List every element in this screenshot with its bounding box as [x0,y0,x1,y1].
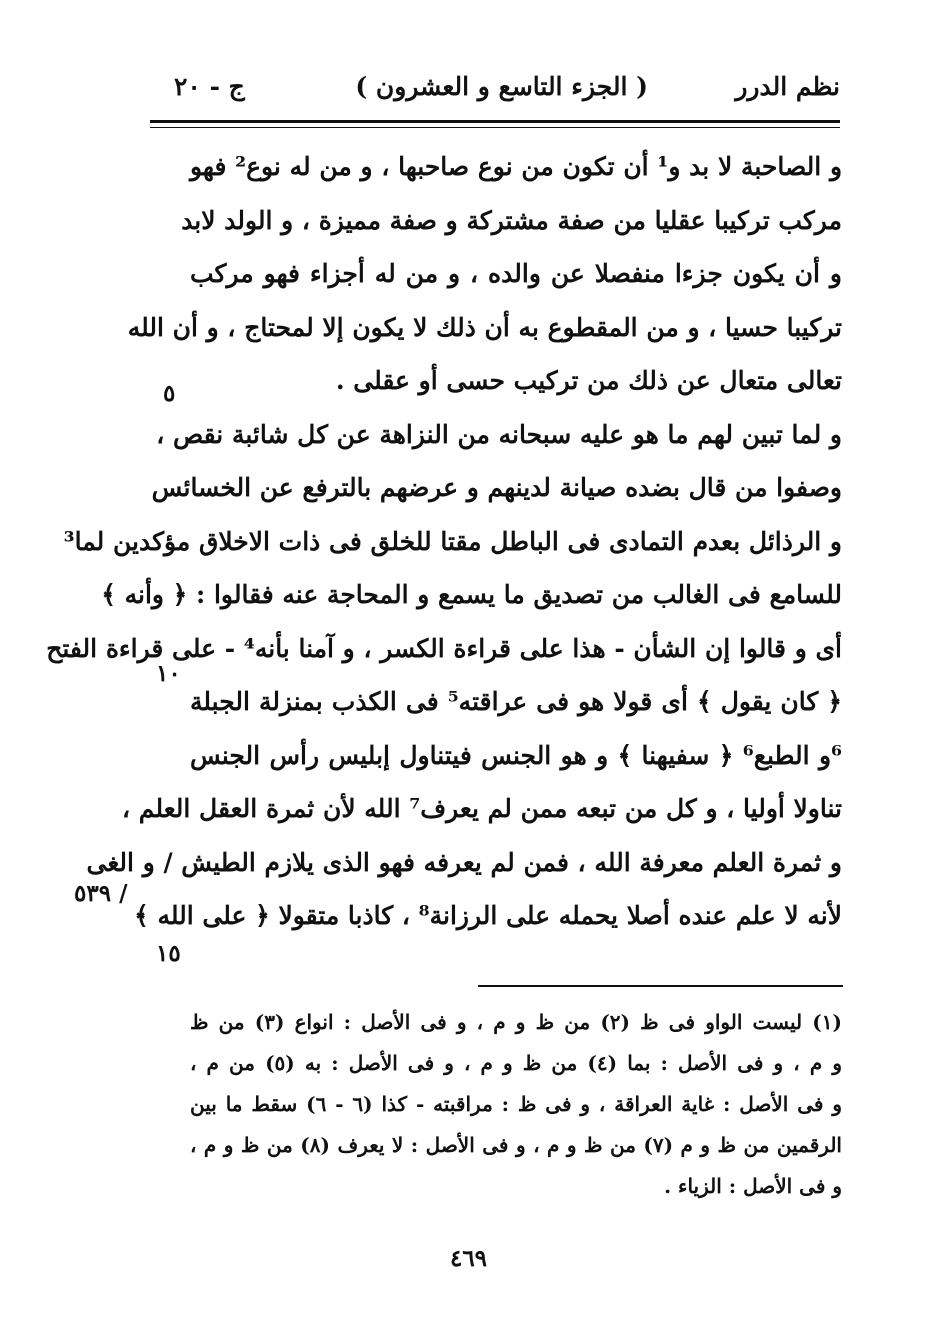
line-number-5: ٥ [163,380,176,407]
text-line: مركب تركيبا عقليا من صفة مشتركة و صفة مميزة ، و الولد لابد [181,205,842,235]
text-line: للسامع فى الغالب من تصديق ما يسمع و المحاجة عنه فقالوا : ﴿ وأنه ﴾ [101,580,842,609]
text-line: و لما تبين لهم ما هو عليه سبحانه من النزاهة عن كل شائبة نقص ، [156,419,842,449]
header-rule-thin [150,127,840,128]
text-line: و الرذائل بعدم التمادى فى الباطل مقتا للخلق فى ذات الاخلاق مؤكدين لما³ [63,526,842,556]
footnote-line: (١) ليست الواو فى ظ (٢) من ظ و م ، و فى الأصل : انواع (٣) من ظ [190,1010,842,1034]
part-title: ( الجزء التاسع و العشرون ) [355,72,648,101]
text-line: ﴿ كان يقول ﴾ أى قولا هو فى عراقته⁵ فى الكذب بمنزلة الجبلة [190,687,842,716]
text-line: و الصاحبة لا بد و¹ أن تكون من نوع صاحبها ، و من له نوع² فهو [190,152,843,181]
book-title: نظم الدرر [735,72,840,101]
text-line: تركيبا حسيا ، و من المقطوع به أن ذلك لا يكون إلا لمحتاج ، و أن الله [127,312,842,342]
footnote-line: و فى الأصل : غاية العراقة ، و فى ظ : مراقبته - كذا (٦ - ٦) سقط ما بين [190,1092,843,1116]
manuscript-page-ref: / ٥٣٩ [74,880,128,907]
page-number: ٤٦٩ [449,1245,488,1272]
text-line: أى و قالوا إن الشأن - هذا على قراءة الكسر ، و آمنا بأنه⁴ - على قراءة الفتح [46,633,842,663]
text-line: تعالى متعال عن ذلك من تركيب حسى أو عقلى . [335,366,842,395]
text-line: تناولا أوليا ، و كل من تبعه ممن لم يعرف⁷ الله لأن ثمرة العقل العلم ، [122,794,842,823]
footnote-line: و م ، و فى الأصل : بما (٤) من ظ و م ، و فى الأصل : به (٥) من م ، [190,1051,842,1075]
text-line: وصفوا من قال بضده صيانة لدينهم و عرضهم بالترفع عن الخسائس [151,473,842,502]
footnote-divider [478,985,843,987]
volume-number: ج - ٢٠ [174,72,245,101]
text-line: و أن يكون جزءا منفصلا عن والده ، و من له أجزاء فهو مركب [190,259,842,288]
text-line: و ثمرة العلم معرفة الله ، فمن لم يعرفه فهو الذى يلازم الطيش / و الغى [86,847,842,877]
header-rule [150,120,840,123]
text-line: لأنه لا علم عنده أصلا يحمله على الرزانة⁸ ، كاذبا متقولا ﴿ على الله ﴾ [134,901,842,930]
footnote-line: و فى الأصل : الزياء . [664,1174,842,1198]
footnote-line: الرقمين من ظ و م (٧) من ظ و م ، و فى الأصل : لا يعرف (٨) من ظ و م ، [190,1133,842,1157]
footnotes [190,1002,842,1207]
text-line: ⁶و الطبع⁶ ﴿ سفيهنا ﴾ و هو الجنس فيتناول إبليس رأس الجنس [190,740,842,770]
line-number-15: ١٥ [156,940,181,967]
page-header [140,68,840,112]
line-number-10: ١٠ [156,660,181,687]
